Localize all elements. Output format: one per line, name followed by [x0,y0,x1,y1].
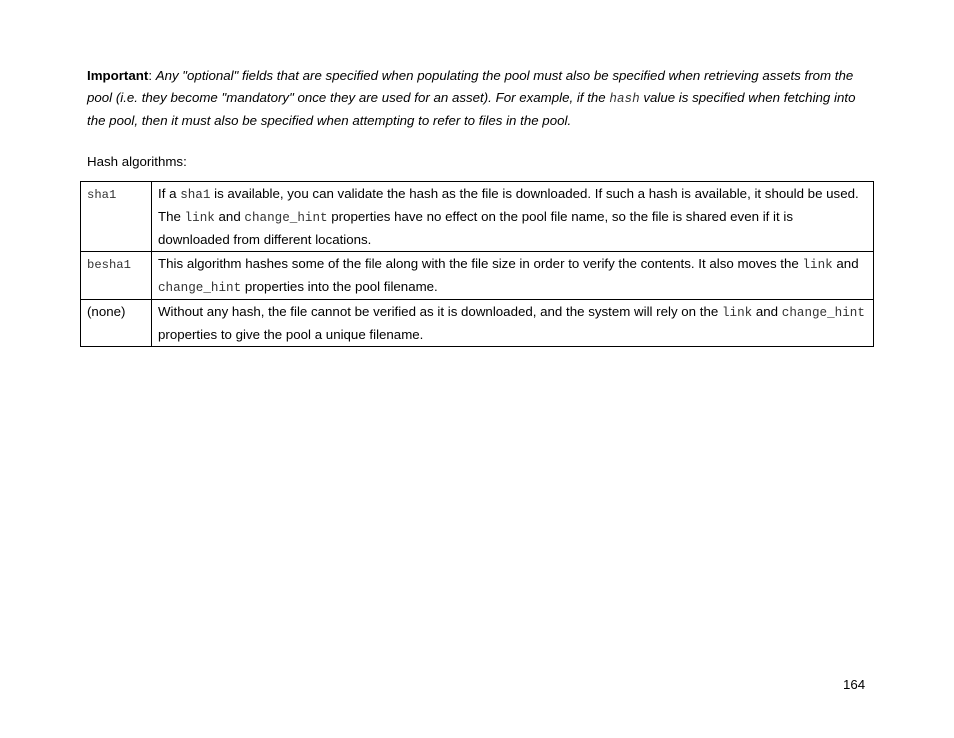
important-colon: : [148,68,156,83]
algorithm-name-cell [81,300,152,347]
description-text: and [214,209,245,224]
inline-code: change_hint [158,281,242,295]
description-text: Without any hash, the file cannot be verified as it is downloaded, and the system will rely on the [158,304,722,319]
hash-table-body [81,182,874,347]
inline-code: change_hint [244,211,328,225]
inline-code-hash: hash [609,91,640,106]
table-row [81,182,874,252]
table-row [81,252,874,300]
description-text: properties into the pool filename. [241,279,438,294]
description-text: properties to give the pool a unique filename. [158,327,424,342]
hash-algorithms-table [80,181,874,347]
inline-code: link [721,306,753,320]
page-number: 164 [843,677,866,692]
algorithm-description-cell [152,252,874,300]
description-text: This algorithm hashes some of the file along with the file size in order to verify the contents. It also moves the [158,256,803,271]
inline-code: sha1 [180,188,211,202]
inline-code: link [802,258,833,272]
table-row [81,300,874,347]
algorithm-description-cell [152,182,874,252]
algorithm-name-cell [81,252,152,300]
description-text: properties have no effect on the pool file name, so the file is shared even if it is downloaded from different locations. [158,209,793,247]
algorithm-name: sha1 [87,188,117,202]
algorithm-name: besha1 [87,258,131,272]
algorithm-description-cell [152,300,874,347]
inline-code: link [184,211,215,225]
hash-algorithms-label: Hash algorithms: [87,154,187,169]
important-text-part-2: value is specified when fetching into the pool, then it must also be specified when attempting to refer to files in the pool. [87,89,856,128]
description-text: and [752,304,782,319]
description-text: and [832,256,859,271]
important-text-part-1: Any "optional" fields that are specified when populating the pool must also be specified when retrieving assets from the pool (i.e. they become "mandatory" once they are used for an asset). For example, if the [87,68,854,105]
inline-code: change_hint [781,306,865,320]
algorithm-name-cell [81,182,152,252]
description-text: If a [158,186,181,201]
important-note [87,65,877,132]
important-label: Important [87,68,149,83]
description-text: is available, you can validate the hash as the file is downloaded. If such a hash is available, it should be used. The [158,186,859,224]
algorithm-name: (none) [87,304,126,319]
